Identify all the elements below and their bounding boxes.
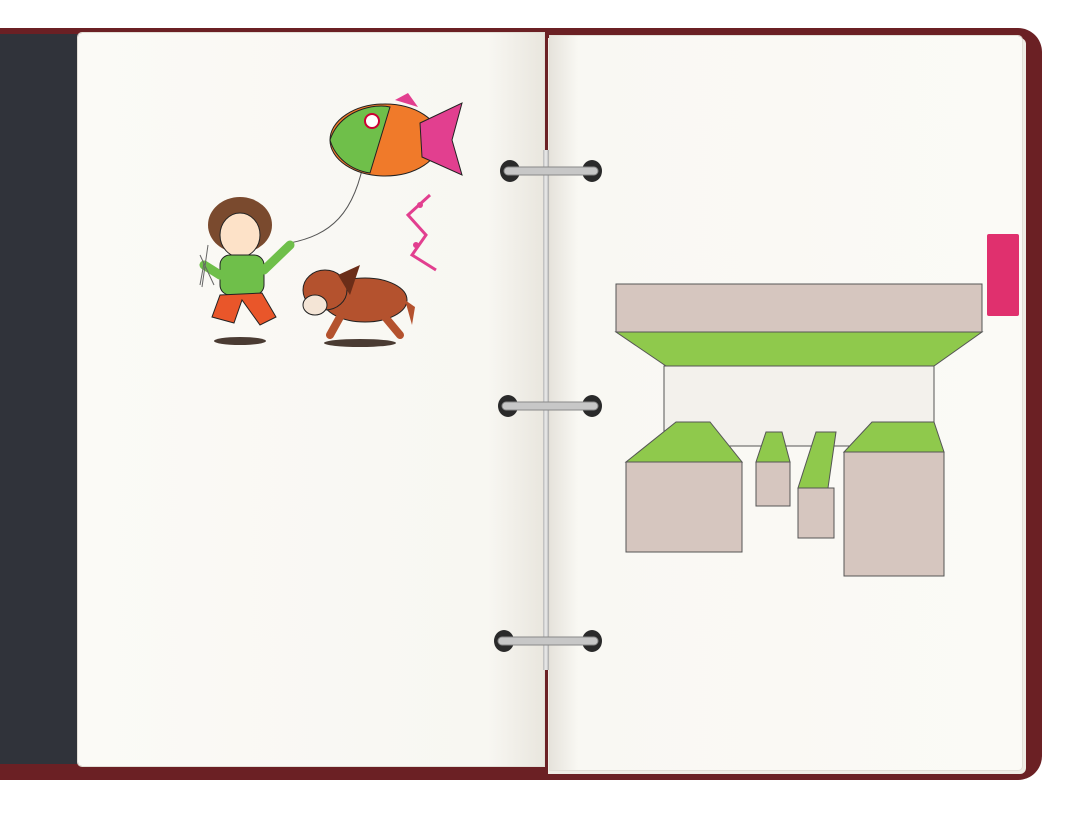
kite-illustration bbox=[190, 95, 480, 355]
binder-ring-top bbox=[498, 158, 604, 184]
dog-figure bbox=[303, 265, 415, 335]
binder-ring-middle bbox=[496, 393, 604, 419]
fish-kite-icon bbox=[330, 93, 462, 176]
keyboard-section-tab[interactable] bbox=[987, 234, 1019, 316]
keyboard-diagram bbox=[614, 282, 986, 582]
binder-ring-bottom bbox=[492, 628, 604, 654]
boy-figure bbox=[200, 197, 290, 325]
binder-inner-cover bbox=[0, 34, 90, 764]
